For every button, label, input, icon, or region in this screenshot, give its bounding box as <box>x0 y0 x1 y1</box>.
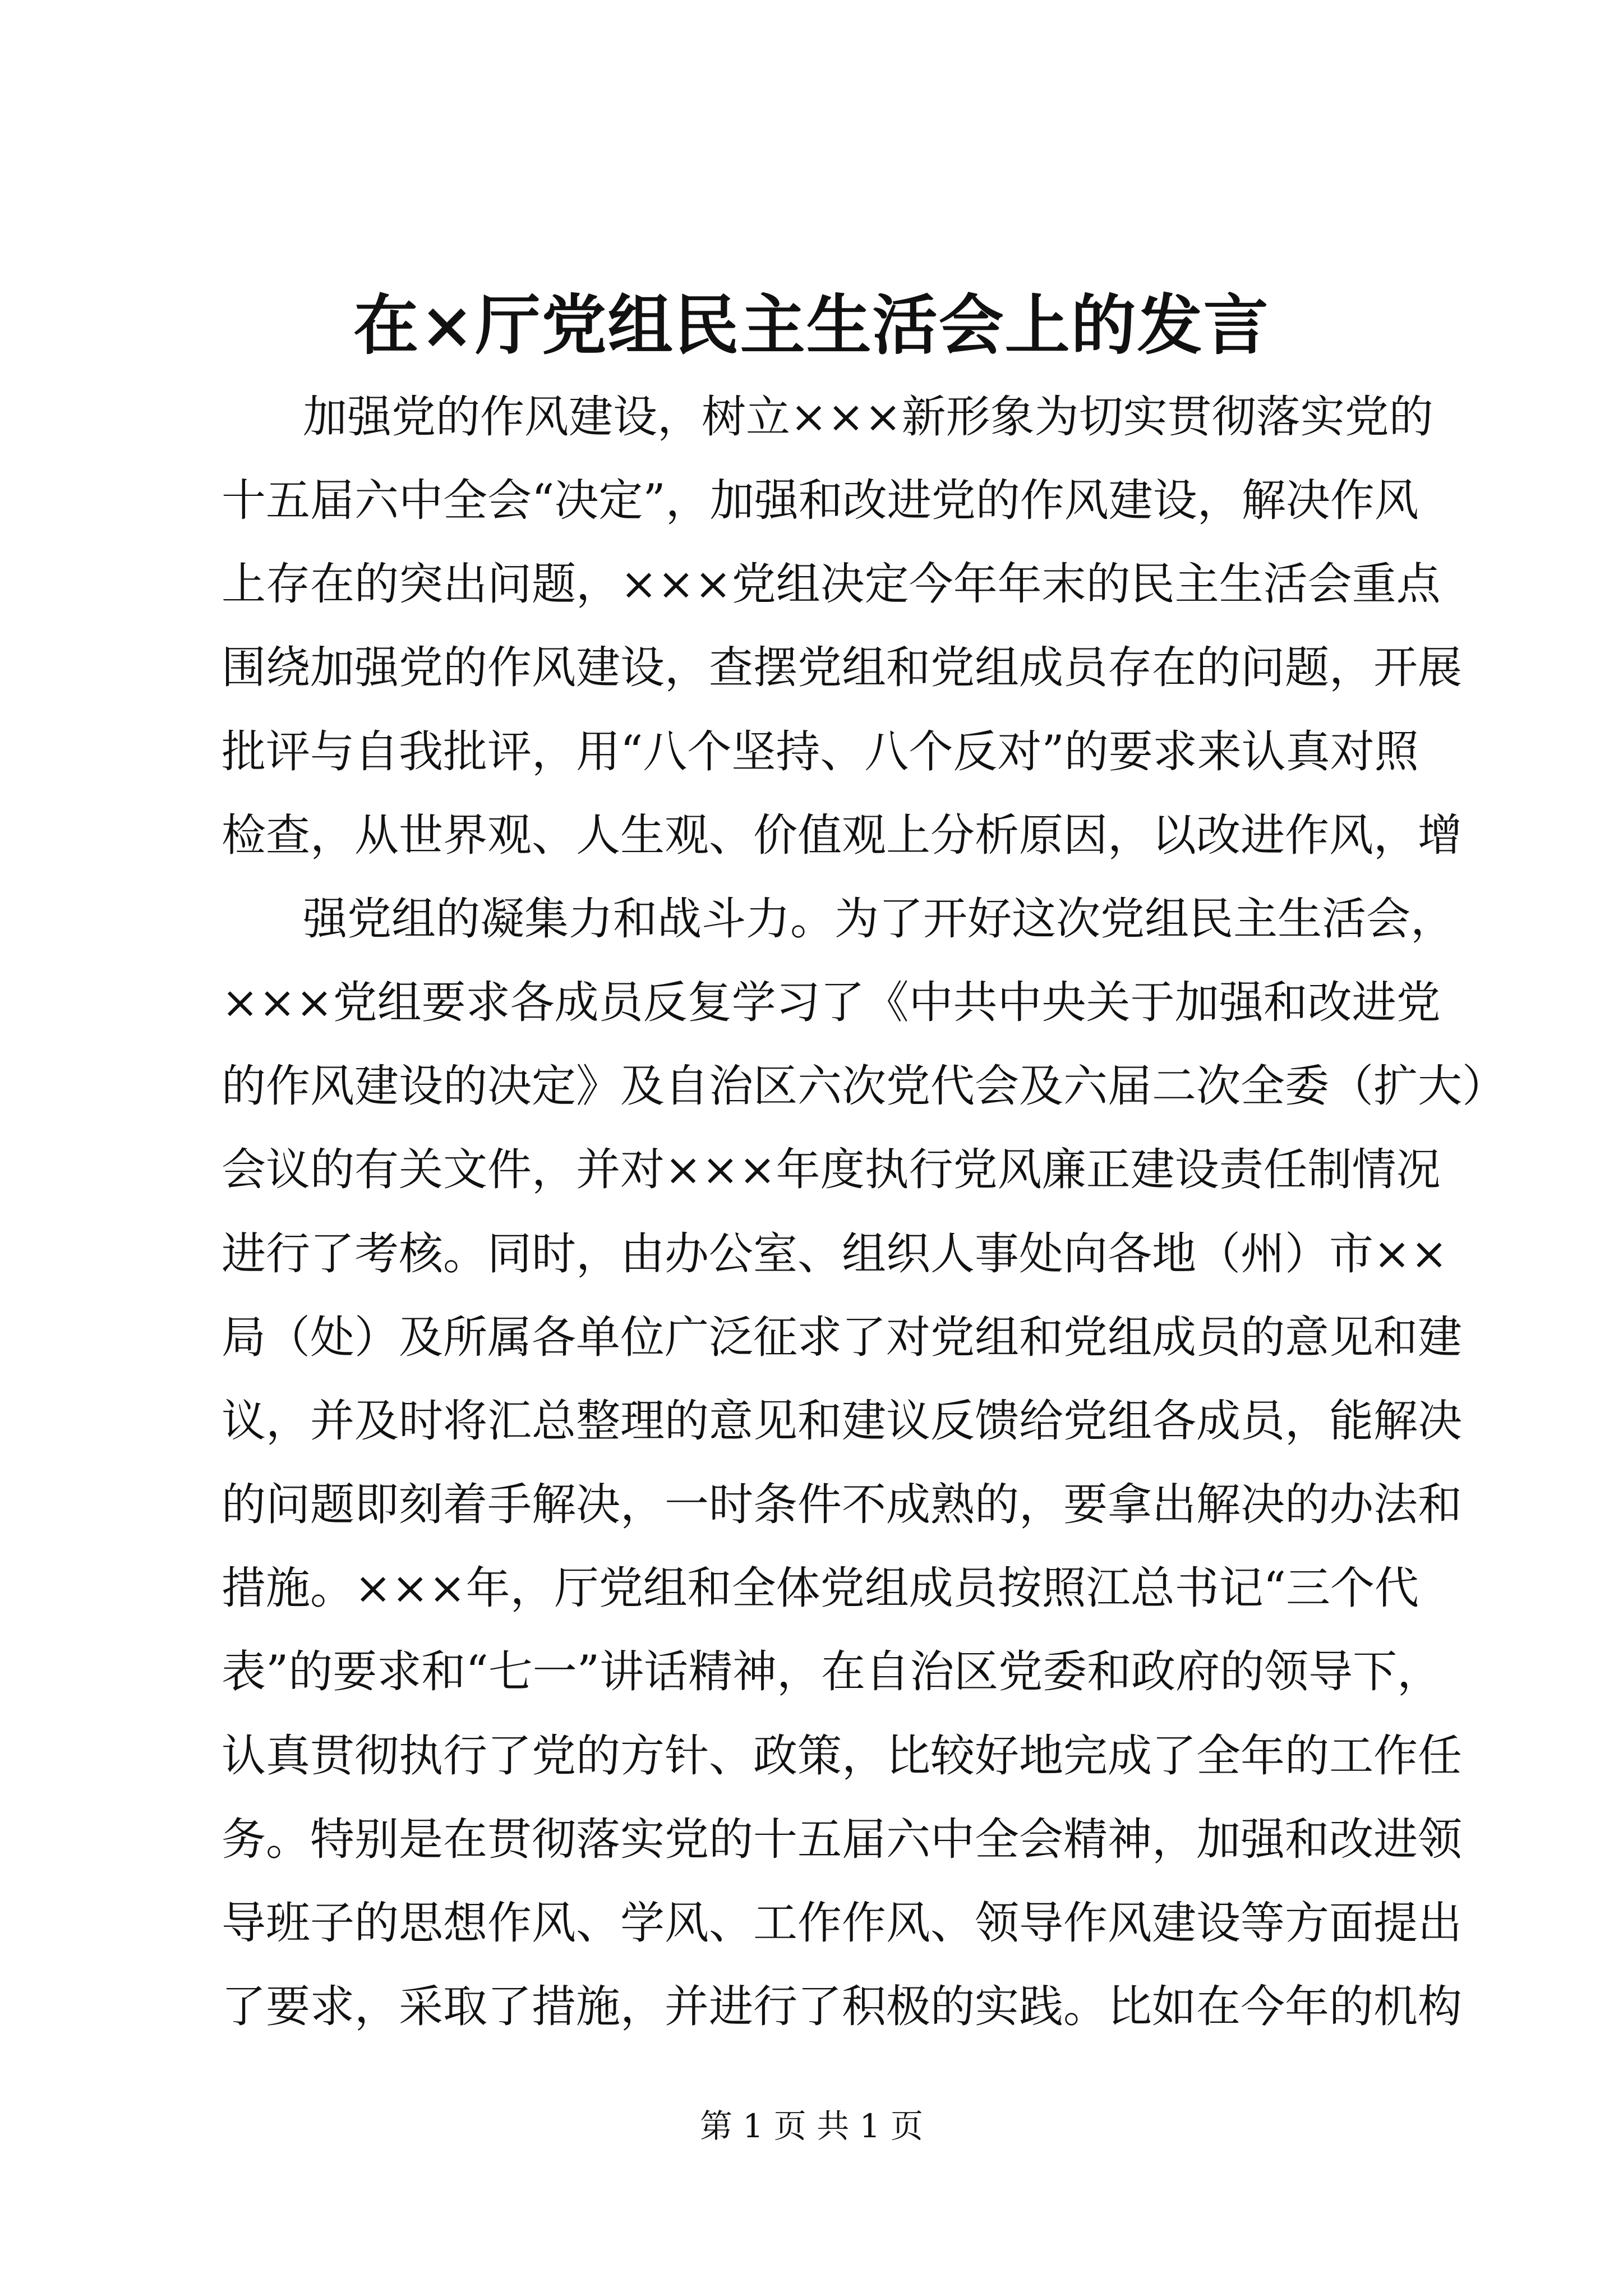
body-line: 导班子的思想作风、学风、工作作风、领导作风建设等方面提出 <box>222 1897 1462 1949</box>
body-line: 十五届六中全会“决定”，加强和改进党的作风建设，解决作风 <box>222 475 1419 526</box>
body-line: 议，并及时将汇总整理的意见和建议反馈给党组各成员，能解决 <box>222 1395 1462 1447</box>
body-line: 会议的有关文件，并对×××年度执行党风廉正建设责任制情况 <box>222 1144 1441 1195</box>
body-line: 了要求，采取了措施，并进行了积极的实践。比如在今年的机构 <box>222 1981 1462 2032</box>
page-number-footer: 第 1 页 共 1 页 <box>700 2107 923 2145</box>
body-line: 强党组的凝集力和战斗力。为了开好这次党组民主生活会， <box>303 893 1455 945</box>
body-line: 局（处）及所属各单位广泛征求了对党组和党组成员的意见和建 <box>222 1312 1462 1363</box>
document-title: 在×厅党组民主生活会上的发言 <box>353 287 1270 364</box>
body-line: 批评与自我批评，用“八个坚持、八个反对”的要求来认真对照 <box>222 726 1419 777</box>
body-line: 检查，从世界观、人生观、价值观上分析原因，以改进作风，增 <box>222 809 1462 861</box>
body-line: 进行了考核。同时，由办公室、组织人事处向各地（州）市×× <box>222 1228 1448 1280</box>
body-line: 上存在的突出问题，×××党组决定今年年末的民主生活会重点 <box>222 558 1441 610</box>
body-line: 措施。×××年，厅党组和全体党组成员按照江总书记“三个代 <box>222 1562 1419 1614</box>
body-line: 加强党的作风建设，树立×××新形象为切实贯彻落实党的 <box>303 391 1433 443</box>
body-line: ×××党组要求各成员反复学习了《中共中央关于加强和改进党 <box>222 977 1441 1028</box>
body-line: 认真贯彻执行了党的方针、政策，比较好地完成了全年的工作任 <box>222 1730 1462 1782</box>
body-line: 表”的要求和“七一”讲话精神，在自治区党委和政府的领导下， <box>222 1646 1442 1697</box>
body-line: 的问题即刻着手解决，一时条件不成熟的，要拿出解决的办法和 <box>222 1479 1462 1530</box>
body-line: 的作风建设的决定》及自治区六次党代会及六届二次全委（扩大） <box>222 1060 1506 1112</box>
body-line: 围绕加强党的作风建设，查摆党组和党组成员存在的问题，开展 <box>222 642 1462 693</box>
body-line: 务。特别是在贯彻落实党的十五届六中全会精神，加强和改进领 <box>222 1814 1462 1865</box>
